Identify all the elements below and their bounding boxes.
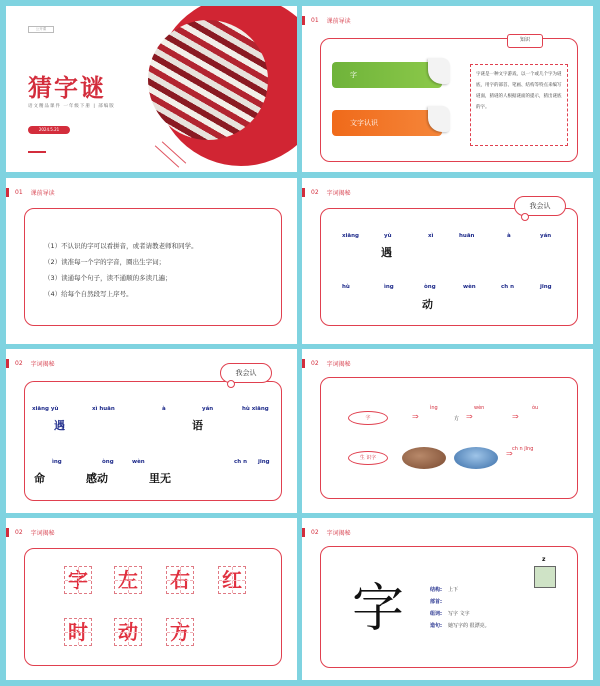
instruction-line: （1）不认识的字可以看拼音，或者请教老师和同学。 bbox=[44, 242, 198, 250]
slide-intro-1[interactable] bbox=[302, 6, 593, 172]
diag-line-decor bbox=[162, 141, 186, 163]
cover-date-pill: 2024.5.21 bbox=[28, 126, 70, 134]
pinyin: à bbox=[162, 406, 166, 412]
pinyin: ìng bbox=[52, 459, 62, 465]
grid-char: 动 bbox=[114, 618, 142, 646]
hanzi: 动 bbox=[422, 298, 433, 311]
pinyin: òng bbox=[102, 459, 114, 465]
instruction-list bbox=[44, 238, 198, 302]
water-image bbox=[454, 447, 498, 469]
orange-label-button[interactable]: 文字认识 bbox=[332, 110, 442, 136]
char-fang: 方 bbox=[454, 416, 460, 422]
pinyin: ch n bbox=[234, 459, 248, 465]
pinyin: yán bbox=[202, 406, 214, 412]
pinyin: ch n bbox=[501, 284, 515, 290]
cover-photo bbox=[148, 20, 268, 140]
slide-words-1[interactable] bbox=[302, 178, 593, 344]
pinyin: xiāng bbox=[342, 233, 359, 239]
stone-image bbox=[402, 447, 446, 469]
cover-dash bbox=[28, 151, 46, 153]
section-header: 02 字词揭秘 bbox=[302, 526, 351, 538]
arrow-right-icon: ⇒ bbox=[512, 412, 519, 421]
slide-words-3[interactable] bbox=[302, 349, 593, 513]
pinyin-red: òu bbox=[532, 405, 539, 411]
hanzi: 里无 bbox=[149, 472, 171, 485]
big-char: 字 bbox=[351, 579, 404, 639]
instruction-line: （3）读通每个句子，读不通顺的多读几遍； bbox=[44, 274, 172, 282]
hanzi: 命 bbox=[34, 472, 45, 485]
section-header: 02 字词揭秘 bbox=[6, 357, 55, 369]
grid-char: 时 bbox=[64, 618, 92, 646]
pinyin: òng bbox=[424, 284, 436, 290]
section-header: 02 字词揭秘 bbox=[302, 186, 351, 198]
pinyin: wèn bbox=[132, 459, 145, 465]
pinyin: yù bbox=[384, 233, 392, 239]
hanzi: 遇 bbox=[54, 419, 65, 432]
pinyin: huān bbox=[459, 233, 475, 239]
pinyin: jīng bbox=[540, 284, 552, 290]
section-header: 02 字词揭秘 bbox=[302, 357, 351, 369]
cover-subtitle: 语文精品课件 一年级下册 | 部编版 bbox=[28, 104, 115, 109]
stroke-order-thumb[interactable] bbox=[534, 566, 556, 588]
content-frame bbox=[320, 208, 578, 326]
slide-words-2[interactable] bbox=[6, 349, 297, 513]
section-header: 01 课前导读 bbox=[302, 14, 351, 26]
info-row: 结构: 上下 bbox=[430, 587, 459, 593]
pinyin-red: wèn bbox=[474, 405, 485, 411]
note-tab: 知识 bbox=[507, 34, 543, 48]
pinyin: xì huān bbox=[92, 406, 115, 412]
pinyin: wèn bbox=[463, 284, 476, 290]
hanzi: 语 bbox=[192, 419, 203, 432]
grid-char: 红 bbox=[218, 566, 246, 594]
slide-words-4[interactable] bbox=[6, 518, 297, 680]
content-frame bbox=[320, 377, 578, 499]
pinyin: yán bbox=[540, 233, 552, 239]
info-row: 造句: 她写字的 很漂亮。 bbox=[430, 623, 490, 629]
oval-label: 字 bbox=[348, 411, 388, 425]
pinyin: xiāng yù bbox=[32, 406, 59, 412]
slide-char-study[interactable] bbox=[302, 518, 593, 680]
cover-title: 猜字谜 bbox=[28, 74, 106, 102]
pinyin: xì bbox=[428, 233, 434, 239]
pinyin-red: ch n jīng bbox=[512, 446, 534, 452]
grid-char: 字 bbox=[64, 566, 92, 594]
grid-char: 右 bbox=[166, 566, 194, 594]
note-box: 字谜是一种文字游戏，以一个或几个字为谜底，用字的部首、笔画、结构等特点来编写谜面，猜谜的人根据谜面的提示，猜出谜底的字。 bbox=[470, 64, 568, 146]
arrow-right-icon: ⇒ bbox=[412, 412, 419, 421]
instruction-line: （4）给每个自然段写上序号。 bbox=[44, 290, 133, 298]
hanzi: 遇 bbox=[381, 246, 392, 259]
pinyin: jīng bbox=[258, 459, 270, 465]
oval-label: 生 识字 bbox=[348, 451, 388, 465]
green-label-button[interactable]: 字 bbox=[332, 62, 442, 88]
pinyin: hù bbox=[342, 284, 350, 290]
pinyin: ìng bbox=[384, 284, 394, 290]
pinyin-red: ìng bbox=[430, 405, 438, 411]
arrow-right-icon: ⇒ bbox=[466, 412, 473, 421]
section-header: 01 课前导读 bbox=[6, 186, 55, 198]
slide-intro-2[interactable] bbox=[6, 178, 297, 344]
grid-char: 方 bbox=[166, 618, 194, 646]
pinyin: hù xiāng bbox=[242, 406, 269, 412]
cover-tag: 公开课 bbox=[28, 26, 54, 33]
instruction-line: （2）读准每一个字的字音，圈出生字词； bbox=[44, 258, 166, 266]
slide-cover[interactable] bbox=[6, 6, 297, 172]
section-header: 02 字词揭秘 bbox=[6, 526, 55, 538]
pinyin: à bbox=[507, 233, 511, 239]
cloud-bubble: 我会认 bbox=[514, 196, 566, 216]
z-label: z bbox=[542, 556, 546, 563]
info-row: 组词: 写字 文字 bbox=[430, 611, 470, 617]
cloud-bubble: 我会认 bbox=[220, 363, 272, 383]
hanzi: 感动 bbox=[86, 472, 108, 485]
info-row: 部首: bbox=[430, 599, 442, 605]
arrow-right-icon: ⇒ bbox=[506, 449, 513, 458]
diag-line-decor bbox=[155, 145, 179, 167]
char-info bbox=[430, 584, 490, 632]
grid-char: 左 bbox=[114, 566, 142, 594]
